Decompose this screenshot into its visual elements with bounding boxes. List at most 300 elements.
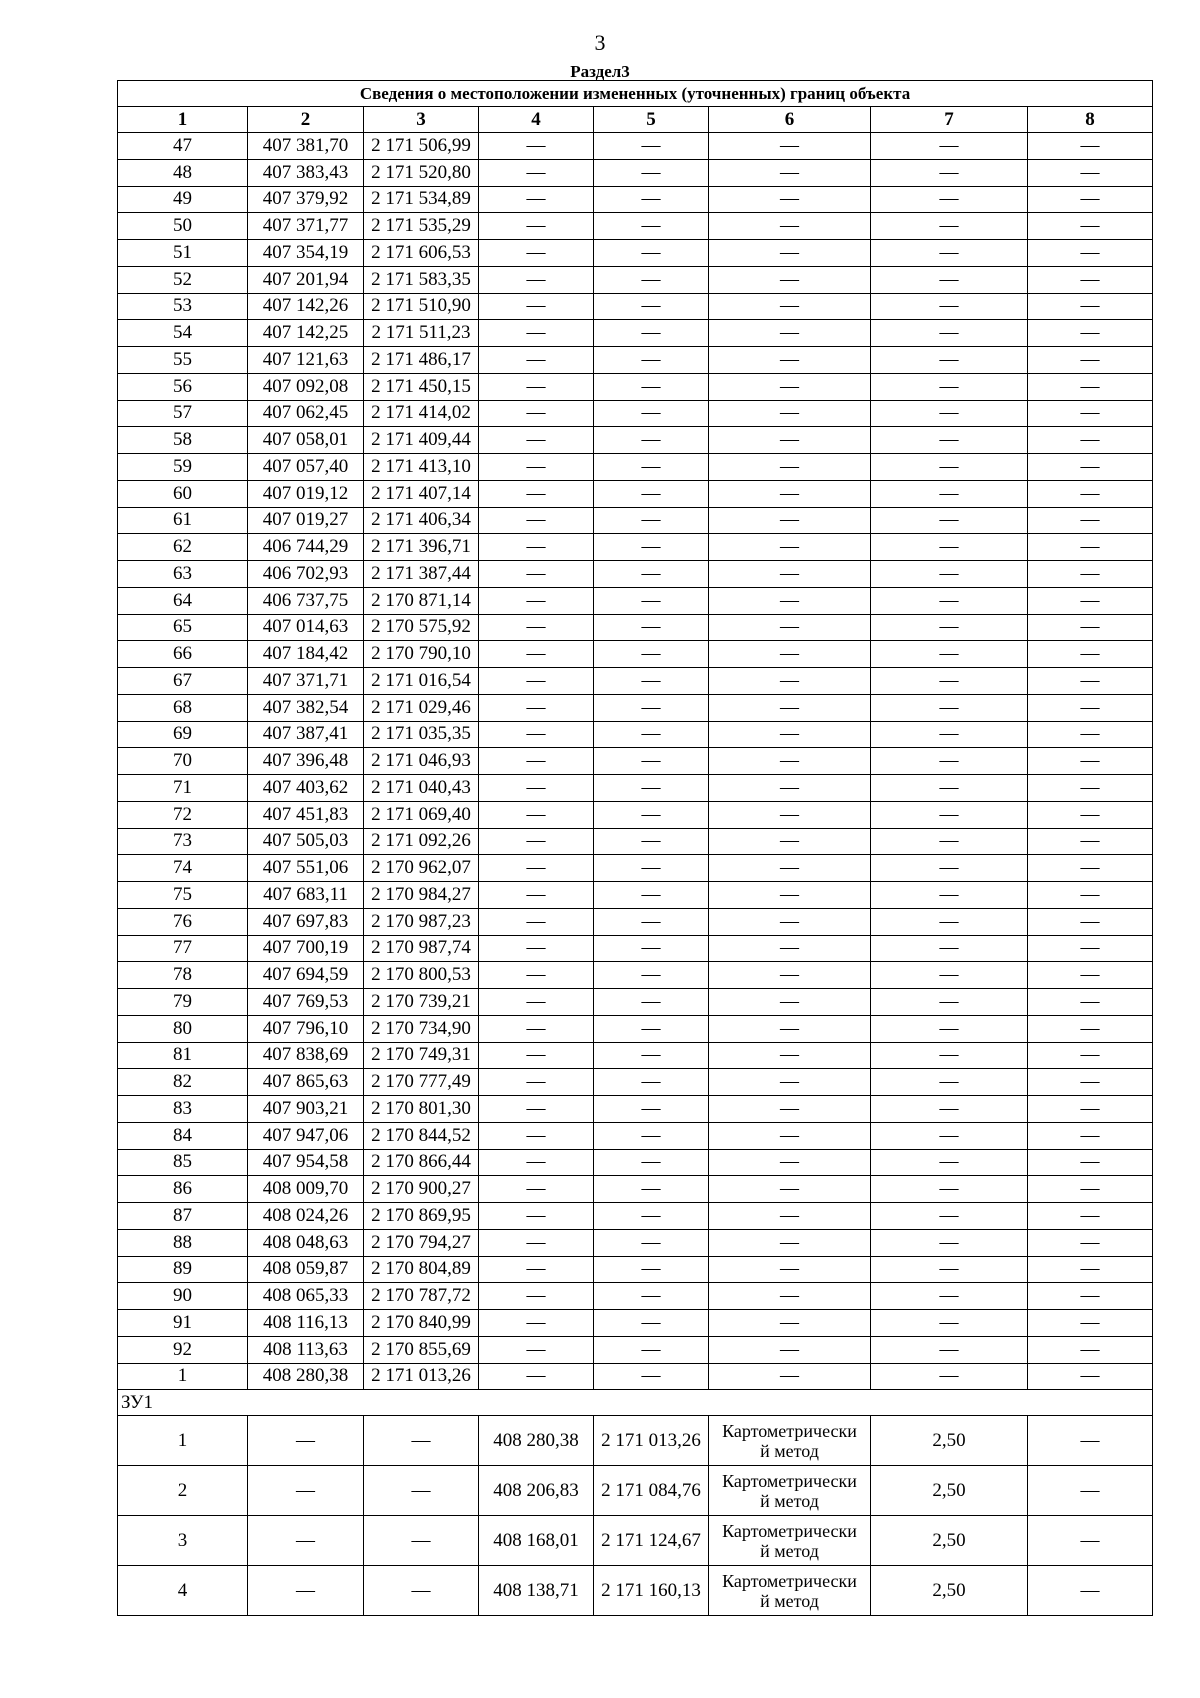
empty-dash: — [1028, 1069, 1153, 1096]
empty-dash: — [871, 721, 1028, 748]
empty-dash: — [479, 1229, 594, 1256]
point-number: 71 [118, 775, 248, 802]
table-row [118, 614, 1153, 641]
empty-dash: — [479, 1310, 594, 1337]
empty-dash: — [709, 721, 871, 748]
empty-dash: — [709, 1176, 871, 1203]
empty-dash: — [871, 962, 1028, 989]
table-row [118, 1516, 1153, 1566]
boundary-table [117, 80, 1153, 1616]
empty-dash: — [1028, 266, 1153, 293]
coord-x: 407 796,10 [248, 1015, 364, 1042]
coord-x: 407 387,41 [248, 721, 364, 748]
empty-dash: — [709, 1336, 871, 1363]
method-cell [709, 1516, 871, 1566]
empty-dash: — [1028, 133, 1153, 160]
empty-dash: — [594, 186, 709, 213]
empty-dash: — [594, 775, 709, 802]
coord-y: 2 170 869,95 [364, 1203, 479, 1230]
coord-x: 406 702,93 [248, 561, 364, 588]
empty-dash: — [871, 1203, 1028, 1230]
empty-dash: — [709, 1363, 871, 1390]
empty-dash: — [479, 828, 594, 855]
table-row [118, 347, 1153, 374]
coord-x: 408 280,38 [248, 1363, 364, 1390]
empty-dash: — [709, 213, 871, 240]
empty-dash: — [1028, 1256, 1153, 1283]
empty-dash: — [709, 801, 871, 828]
empty-dash: — [479, 1363, 594, 1390]
coord-y: 2 170 749,31 [364, 1042, 479, 1069]
empty-dash: — [871, 240, 1028, 267]
table-row [118, 1336, 1153, 1363]
table-row [118, 989, 1153, 1016]
empty-dash: — [594, 748, 709, 775]
coord-x: 408 138,71 [479, 1566, 594, 1616]
header-cell: 3 [364, 107, 479, 133]
coord-y: 2 171 013,26 [594, 1416, 709, 1466]
coord-x: 408 168,01 [479, 1516, 594, 1566]
table-row [118, 668, 1153, 695]
coord-x: 407 954,58 [248, 1149, 364, 1176]
empty-dash: — [709, 480, 871, 507]
empty-dash: — [594, 1096, 709, 1123]
empty-dash: — [594, 694, 709, 721]
empty-dash: — [709, 1203, 871, 1230]
point-number: 85 [118, 1149, 248, 1176]
empty-dash: — [709, 935, 871, 962]
coord-x: 407 058,01 [248, 427, 364, 454]
point-number: 73 [118, 828, 248, 855]
coord-y: 2 171 520,80 [364, 159, 479, 186]
coord-y: 2 171 035,35 [364, 721, 479, 748]
empty-dash: — [871, 1096, 1028, 1123]
table-row [118, 935, 1153, 962]
coord-y: 2 171 534,89 [364, 186, 479, 213]
point-number: 75 [118, 882, 248, 909]
empty-dash: — [594, 1122, 709, 1149]
coord-y: 2 170 739,21 [364, 989, 479, 1016]
table-row [118, 1416, 1153, 1466]
table-row [118, 1042, 1153, 1069]
point-number: 81 [118, 1042, 248, 1069]
empty-dash: — [594, 266, 709, 293]
header-cell: 1 [118, 107, 248, 133]
coord-y: 2 171 510,90 [364, 293, 479, 320]
empty-dash: — [871, 1229, 1028, 1256]
empty-dash: — [871, 775, 1028, 802]
empty-dash: — [594, 347, 709, 374]
empty-dash: — [479, 935, 594, 962]
empty-dash: — [479, 1283, 594, 1310]
coord-x: 407 700,19 [248, 935, 364, 962]
coord-y: 2 170 800,53 [364, 962, 479, 989]
table-row [118, 882, 1153, 909]
table-row [118, 454, 1153, 481]
coord-x: 407 838,69 [248, 1042, 364, 1069]
point-number: 68 [118, 694, 248, 721]
empty-dash: — [1028, 908, 1153, 935]
coord-y: 2 171 084,76 [594, 1466, 709, 1516]
coord-y: 2 171 535,29 [364, 213, 479, 240]
empty-dash: — [1028, 989, 1153, 1016]
table-row [118, 962, 1153, 989]
empty-dash: — [871, 641, 1028, 668]
empty-dash: — [871, 507, 1028, 534]
coord-y: 2 171 486,17 [364, 347, 479, 374]
empty-dash: — [871, 748, 1028, 775]
table-row [118, 1203, 1153, 1230]
empty-dash: — [709, 186, 871, 213]
empty-dash: — [1028, 1015, 1153, 1042]
empty-dash: — [709, 400, 871, 427]
table-row [118, 240, 1153, 267]
point-number: 51 [118, 240, 248, 267]
empty-dash: — [1028, 1566, 1153, 1616]
empty-dash: — [709, 1015, 871, 1042]
empty-dash: — [871, 186, 1028, 213]
empty-dash: — [871, 1122, 1028, 1149]
empty-dash: — [479, 989, 594, 1016]
header-cell: 6 [709, 107, 871, 133]
empty-dash: — [594, 534, 709, 561]
empty-dash: — [479, 721, 594, 748]
method-text: й метод [760, 1440, 819, 1461]
point-number: 65 [118, 614, 248, 641]
empty-dash: — [479, 587, 594, 614]
empty-dash: — [594, 1229, 709, 1256]
table-row [118, 1229, 1153, 1256]
empty-dash: — [594, 668, 709, 695]
accuracy: 2,50 [871, 1566, 1028, 1616]
empty-dash: — [709, 962, 871, 989]
coord-y: 2 170 575,92 [364, 614, 479, 641]
table-row [118, 561, 1153, 588]
empty-dash: — [479, 775, 594, 802]
table-row [118, 1176, 1153, 1203]
empty-dash: — [594, 1015, 709, 1042]
empty-dash: — [709, 614, 871, 641]
empty-dash: — [871, 694, 1028, 721]
empty-dash: — [248, 1416, 364, 1466]
point-number: 80 [118, 1015, 248, 1042]
empty-dash: — [594, 1203, 709, 1230]
table-row [118, 507, 1153, 534]
empty-dash: — [1028, 1176, 1153, 1203]
empty-dash: — [1028, 1149, 1153, 1176]
header-cell: 7 [871, 107, 1028, 133]
table-row [118, 1069, 1153, 1096]
empty-dash: — [871, 855, 1028, 882]
method-text: й метод [760, 1490, 819, 1511]
empty-dash: — [709, 561, 871, 588]
coord-x: 408 116,13 [248, 1310, 364, 1337]
point-number: 92 [118, 1336, 248, 1363]
point-number: 4 [118, 1566, 248, 1616]
coord-y: 2 170 804,89 [364, 1256, 479, 1283]
group-label-row [118, 1390, 1153, 1416]
empty-dash: — [594, 1069, 709, 1096]
coord-y: 2 171 396,71 [364, 534, 479, 561]
empty-dash: — [871, 347, 1028, 374]
empty-dash: — [479, 668, 594, 695]
coord-x: 407 551,06 [248, 855, 364, 882]
empty-dash: — [594, 1256, 709, 1283]
empty-dash: — [1028, 373, 1153, 400]
empty-dash: — [479, 293, 594, 320]
point-number: 67 [118, 668, 248, 695]
empty-dash: — [248, 1566, 364, 1616]
table-row [118, 641, 1153, 668]
header-cell: 8 [1028, 107, 1153, 133]
table-row [118, 1149, 1153, 1176]
empty-dash: — [1028, 855, 1153, 882]
point-number: 58 [118, 427, 248, 454]
coord-y: 2 170 987,74 [364, 935, 479, 962]
empty-dash: — [709, 347, 871, 374]
empty-dash: — [1028, 213, 1153, 240]
empty-dash: — [479, 454, 594, 481]
empty-dash: — [1028, 347, 1153, 374]
empty-dash: — [871, 561, 1028, 588]
point-number: 49 [118, 186, 248, 213]
empty-dash: — [594, 400, 709, 427]
coord-y: 2 170 844,52 [364, 1122, 479, 1149]
empty-dash: — [1028, 614, 1153, 641]
empty-dash: — [594, 561, 709, 588]
point-number: 69 [118, 721, 248, 748]
empty-dash: — [709, 534, 871, 561]
empty-dash: — [594, 962, 709, 989]
method-cell [709, 1566, 871, 1616]
coord-y: 2 170 855,69 [364, 1336, 479, 1363]
coord-x: 407 379,92 [248, 186, 364, 213]
empty-dash: — [871, 614, 1028, 641]
point-number: 72 [118, 801, 248, 828]
point-number: 60 [118, 480, 248, 507]
method-cell [709, 1466, 871, 1516]
empty-dash: — [479, 347, 594, 374]
coord-y: 2 170 962,07 [364, 855, 479, 882]
empty-dash: — [871, 133, 1028, 160]
empty-dash: — [1028, 1363, 1153, 1390]
coord-x: 407 694,59 [248, 962, 364, 989]
point-number: 61 [118, 507, 248, 534]
empty-dash: — [594, 480, 709, 507]
point-number: 82 [118, 1069, 248, 1096]
empty-dash: — [364, 1516, 479, 1566]
empty-dash: — [709, 1042, 871, 1069]
empty-dash: — [479, 240, 594, 267]
empty-dash: — [479, 1096, 594, 1123]
empty-dash: — [594, 1149, 709, 1176]
empty-dash: — [594, 133, 709, 160]
empty-dash: — [479, 133, 594, 160]
coord-y: 2 170 871,14 [364, 587, 479, 614]
empty-dash: — [871, 480, 1028, 507]
empty-dash: — [1028, 775, 1153, 802]
empty-dash: — [594, 614, 709, 641]
table-row [118, 133, 1153, 160]
coord-x: 406 744,29 [248, 534, 364, 561]
point-number: 91 [118, 1310, 248, 1337]
empty-dash: — [709, 240, 871, 267]
coord-x: 407 769,53 [248, 989, 364, 1016]
point-number: 1 [118, 1416, 248, 1466]
coord-x: 407 057,40 [248, 454, 364, 481]
table-row [118, 855, 1153, 882]
empty-dash: — [871, 668, 1028, 695]
empty-dash: — [479, 400, 594, 427]
table-row [118, 775, 1153, 802]
empty-dash: — [709, 133, 871, 160]
empty-dash: — [1028, 186, 1153, 213]
empty-dash: — [479, 1336, 594, 1363]
empty-dash: — [1028, 1203, 1153, 1230]
empty-dash: — [871, 1149, 1028, 1176]
empty-dash: — [871, 989, 1028, 1016]
method-text: Картометрически [722, 1570, 857, 1591]
empty-dash: — [594, 373, 709, 400]
table-header-row [118, 107, 1153, 133]
table-row [118, 1283, 1153, 1310]
table-body [118, 81, 1153, 1616]
coord-x: 407 451,83 [248, 801, 364, 828]
coord-y: 2 170 734,90 [364, 1015, 479, 1042]
coord-x: 407 683,11 [248, 882, 364, 909]
point-number: 88 [118, 1229, 248, 1256]
empty-dash: — [1028, 587, 1153, 614]
method-text: Картометрически [722, 1420, 857, 1441]
empty-dash: — [709, 1310, 871, 1337]
empty-dash: — [709, 266, 871, 293]
coord-x: 406 737,75 [248, 587, 364, 614]
empty-dash: — [594, 454, 709, 481]
point-number: 1 [118, 1363, 248, 1390]
empty-dash: — [594, 801, 709, 828]
empty-dash: — [594, 507, 709, 534]
table-row [118, 1096, 1153, 1123]
method-text: й метод [760, 1590, 819, 1611]
empty-dash: — [871, 1336, 1028, 1363]
coord-x: 408 280,38 [479, 1416, 594, 1466]
coord-x: 408 113,63 [248, 1336, 364, 1363]
empty-dash: — [1028, 1122, 1153, 1149]
empty-dash: — [709, 694, 871, 721]
empty-dash: — [479, 427, 594, 454]
empty-dash: — [594, 908, 709, 935]
empty-dash: — [1028, 882, 1153, 909]
empty-dash: — [709, 748, 871, 775]
empty-dash: — [709, 454, 871, 481]
empty-dash: — [1028, 641, 1153, 668]
coord-y: 2 170 840,99 [364, 1310, 479, 1337]
coord-x: 407 019,12 [248, 480, 364, 507]
header-cell: 4 [479, 107, 594, 133]
empty-dash: — [1028, 240, 1153, 267]
table-row [118, 828, 1153, 855]
empty-dash: — [594, 721, 709, 748]
table-row [118, 1122, 1153, 1149]
point-number: 70 [118, 748, 248, 775]
empty-dash: — [479, 373, 594, 400]
empty-dash: — [594, 293, 709, 320]
empty-dash: — [871, 266, 1028, 293]
coord-y: 2 171 013,26 [364, 1363, 479, 1390]
point-number: 62 [118, 534, 248, 561]
point-number: 55 [118, 347, 248, 374]
point-number: 53 [118, 293, 248, 320]
accuracy: 2,50 [871, 1466, 1028, 1516]
empty-dash: — [479, 213, 594, 240]
coord-x: 407 396,48 [248, 748, 364, 775]
empty-dash: — [871, 293, 1028, 320]
empty-dash: — [871, 1015, 1028, 1042]
point-number: 86 [118, 1176, 248, 1203]
method-text: Картометрически [722, 1520, 857, 1541]
empty-dash: — [479, 320, 594, 347]
point-number: 57 [118, 400, 248, 427]
empty-dash: — [594, 1336, 709, 1363]
empty-dash: — [479, 694, 594, 721]
coord-y: 2 170 866,44 [364, 1149, 479, 1176]
empty-dash: — [871, 1363, 1028, 1390]
point-number: 54 [118, 320, 248, 347]
point-number: 84 [118, 1122, 248, 1149]
empty-dash: — [364, 1566, 479, 1616]
coord-y: 2 171 016,54 [364, 668, 479, 695]
table-row [118, 373, 1153, 400]
empty-dash: — [871, 159, 1028, 186]
table-row [118, 213, 1153, 240]
table-row [118, 186, 1153, 213]
point-number: 2 [118, 1466, 248, 1516]
empty-dash: — [594, 1283, 709, 1310]
empty-dash: — [594, 1176, 709, 1203]
accuracy: 2,50 [871, 1416, 1028, 1466]
coord-y: 2 171 124,67 [594, 1516, 709, 1566]
table-row [118, 400, 1153, 427]
empty-dash: — [1028, 962, 1153, 989]
empty-dash: — [479, 1042, 594, 1069]
empty-dash: — [594, 213, 709, 240]
coord-y: 2 171 506,99 [364, 133, 479, 160]
empty-dash: — [871, 801, 1028, 828]
empty-dash: — [479, 855, 594, 882]
coord-x: 407 201,94 [248, 266, 364, 293]
coord-x: 407 019,27 [248, 507, 364, 534]
empty-dash: — [1028, 1416, 1153, 1466]
coord-x: 407 403,62 [248, 775, 364, 802]
coord-y: 2 171 583,35 [364, 266, 479, 293]
coord-x: 407 382,54 [248, 694, 364, 721]
coord-x: 407 014,63 [248, 614, 364, 641]
empty-dash: — [1028, 454, 1153, 481]
coord-y: 2 171 160,13 [594, 1566, 709, 1616]
coord-y: 2 170 794,27 [364, 1229, 479, 1256]
empty-dash: — [594, 641, 709, 668]
empty-dash: — [479, 1122, 594, 1149]
coord-x: 407 092,08 [248, 373, 364, 400]
empty-dash: — [364, 1416, 479, 1466]
empty-dash: — [871, 373, 1028, 400]
empty-dash: — [1028, 828, 1153, 855]
empty-dash: — [709, 587, 871, 614]
empty-dash: — [1028, 561, 1153, 588]
table-row [118, 320, 1153, 347]
coord-x: 408 048,63 [248, 1229, 364, 1256]
coord-x: 407 371,71 [248, 668, 364, 695]
